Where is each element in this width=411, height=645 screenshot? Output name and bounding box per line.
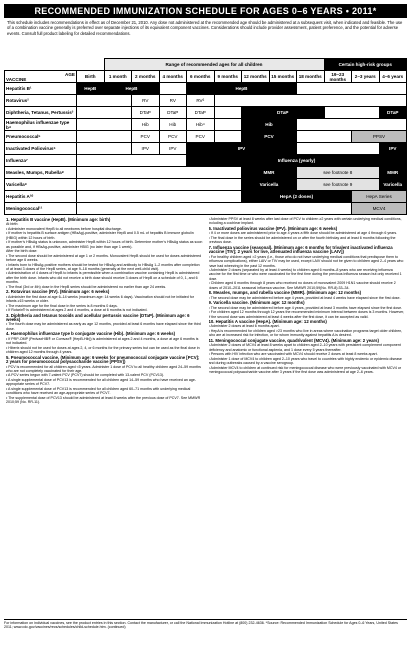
footnote-text: After the birth dose: <box>6 249 38 254</box>
footnote-text: • For children aged 12 months through 12 years the recommended minimum interval between doses is 3 months. However, if the second dose was administered at least 4 weeks after the first dose, it can be accepted as valid. <box>208 310 405 319</box>
empty-cell <box>77 143 132 155</box>
footnote-text: • The second dose may be administered before age 4 years, provided at least 3 months have elapsed since the first dose. <box>208 305 403 310</box>
age-header-cell: Birth <box>77 71 105 83</box>
dose-cell: PPSV <box>352 131 407 143</box>
footnote-text: • Administer PPSV at least 8 weeks after last dose of PCV to children ≥2 years with certain underlying medical conditions, including a cochlear implant. <box>208 217 402 226</box>
vaccine-label: VACCINE <box>6 76 27 82</box>
age-header-cell: 12 months <box>242 71 270 83</box>
dose-cell: RV <box>132 95 160 107</box>
empty-cell <box>77 179 242 191</box>
vaccine-row <box>5 83 407 95</box>
age-header-cell: 1 month <box>104 71 132 83</box>
vaccine-row <box>5 119 407 131</box>
dose-cell: IPV <box>379 143 407 155</box>
range-header-row <box>5 59 407 71</box>
footnotes-left-column <box>6 217 203 645</box>
dose-cell: PCV <box>159 131 187 143</box>
footnote-heading: 5. Pneumococcal vaccine. (Minimum age: 6 weeks for pneumococcal conjugate vaccine [PCV]; 2 years for pneumococcal polysaccharide vaccine [PPSV]) <box>6 354 200 365</box>
age-header-cell: 2 months <box>132 71 160 83</box>
footnote-text: • Hiberix should not be used for doses at ages 2, 4, or 6 months for the primary series but can be used as the final dose in children aged 12 months through 4 years. <box>6 345 200 355</box>
footnotes-right-column <box>209 217 406 645</box>
footnote-heading: 1. Hepatitis B vaccine (HepB). (Minimum age: birth) <box>6 217 111 222</box>
vaccine-name: Measles, Mumps, Rubella⁸ <box>5 167 77 179</box>
vaccine-name: Hepatitis B¹ <box>5 83 77 95</box>
footnote-text: • The fourth dose may be administered as early as age 12 months, provided at least 6 months have elapsed since the third dose. <box>6 322 201 331</box>
footnote-text: At birth: <box>6 222 19 227</box>
footnote-text: • Administer 2 doses of MCV4 at least 8 weeks apart to children aged 2–10 years with persistent complement component deficiency and anatomic or functional asplenia, and 1 dose every 5 years thereafter. <box>208 343 401 352</box>
vaccine-name: Pneumococcal⁵ <box>5 131 77 143</box>
footnote-text: • If 4 or more doses are administered prior to age 4 years a fifth dose should be administered at age 4 through 6 years. <box>208 231 398 236</box>
footnote-text: • Administer 1 dose of MCV4 to children aged 2–10 years who travel to countries with highly endemic or epidemic disease and during outbreaks caused by a vaccine serogroup. <box>208 356 402 366</box>
footnote-text: • The maximum age for the final dose in the series is 8 months 0 days. <box>6 303 118 308</box>
footnote-heading: 6. Inactivated poliovirus vaccine (IPV). (Minimum age: 6 weeks) <box>208 225 338 231</box>
dose-cell: Hib⁴ <box>187 119 215 131</box>
footnote-text: • If mother is hepatitis B surface antigen (HBsAg)-positive, administer HepB and 0.5 mL of hepatitis B immune globulin (HBIG) within 12 hours of birth. <box>6 231 194 240</box>
vaccine-row <box>5 155 407 167</box>
age-header-cell: 15 months <box>269 71 297 83</box>
dose-cell: IPV <box>187 143 297 155</box>
empty-cell <box>297 131 352 143</box>
dose-cell: DTaP <box>187 107 215 119</box>
footnote-text: • Persons with HIV infection who are vaccinated with MCV4 should receive 2 doses at least 8 weeks apart. <box>208 352 378 357</box>
age-header-cell: 2–3 years <box>352 71 380 83</box>
footnote-text: • A single supplemental dose of PCV13 is recommended for all children aged 60–71 months with underlying medical conditions who have received an age-appropriate series of PCV7. <box>6 386 191 396</box>
dose-cell: Hib <box>132 119 160 131</box>
footnote-text: • The final (3rd or 4th) dose in the HepB series should be administered no earlier than age 24 weeks. <box>6 284 167 289</box>
footnote-text: • Administer the first dose at age 6–14 weeks (maximum age: 14 weeks 6 days). Vaccination should not be initiated for infants ≥15 weeks or older. <box>6 294 194 304</box>
age-header-cell: 18 months <box>297 71 325 83</box>
vaccine-name: Inactivated Poliovirus⁶ <box>5 143 77 155</box>
footnote-text: • Children aged 6 months through 8 years who received no doses of monovalent 2009 H1N1 vaccine should receive 2 doses of 2010–2011 seasonal influenza vaccine. See MMWR 2010;59(No. RR-8):33–34. <box>208 281 396 290</box>
empty-cell <box>77 191 242 203</box>
empty-cell <box>77 95 132 107</box>
vaccine-name: Diphtheria, Tetanus, Pertussis³ <box>5 107 77 119</box>
footnotes <box>4 215 407 645</box>
dose-cell: see footnote 9 <box>297 179 380 191</box>
age-header-row <box>5 71 407 83</box>
footnote-heading: 3. Diphtheria and tetanus toxoids and acellular pertussis vaccine (DTaP). (Minimum age: 6 weeks) <box>6 312 190 322</box>
vaccine-row <box>5 95 407 107</box>
schedule-table <box>4 58 407 215</box>
vaccine-name: Varicella⁹ <box>5 179 77 191</box>
dose-cell: Hib <box>159 119 187 131</box>
vaccine-name: Haemophilus influenzae type b⁴ <box>5 119 77 131</box>
vaccine-row <box>5 107 407 119</box>
vaccine-age-header <box>5 71 77 83</box>
range-all-label: Range of recommended ages for all children <box>104 59 324 71</box>
footnote-text: • Administer 2 doses (separated by at least 4 weeks) to children aged 6 months–8 years who are receiving influenza vaccine for the first time or who were vaccinated for the first time during the previous influenza season but only received 1 dose. <box>208 267 402 281</box>
dose-cell: Influenza (yearly) <box>187 155 407 167</box>
footnote-text: • For healthy children aged >2 years (i.e., those who do not have underlying medical conditions that predispose them to influenza complications), either LAIV or TIV may be used, except LAIV should not be given to children aged 2–4 years who have had wheezing in the past 12 months. <box>208 254 404 268</box>
vaccine-row <box>5 131 407 143</box>
dose-cell: HepB <box>104 83 159 95</box>
footnote-text: • Administer monovalent HepB to all newborns before hospital discharge. <box>6 226 122 231</box>
footnote-text: • Administration of 4 doses of HepB to infants is permissible when a combination vaccine containing HepB is administered after the birth dose. Infants who did not receive a birth dose should receive 3 doses of HepB on a schedule of 0, 1, and 6 months. <box>6 271 200 285</box>
empty-cell <box>214 131 242 143</box>
schedule-body <box>5 83 407 215</box>
footnote-text: • The second dose should be administered at age 1 or 2 months. Monovalent HepB should be used for doses administered before age 6 weeks. <box>6 253 202 263</box>
dose-cell: HepB <box>187 83 297 95</box>
vaccine-row <box>5 167 407 179</box>
dose-cell: MMR <box>379 167 407 179</box>
footnote-heading: 11. Meningococcal conjugate vaccine, quadrivalent (MCV4). (Minimum age: 2 years) <box>208 337 379 343</box>
age-label: AGE <box>65 71 75 77</box>
age-header-cell: 9 months <box>214 71 242 83</box>
empty-cell <box>77 167 242 179</box>
empty-cell <box>77 107 132 119</box>
empty-cell <box>77 203 352 215</box>
dose-cell: PCV <box>187 131 215 143</box>
footnote-text: • Infants born to HBsAg-positive mothers should be tested for HBsAg and antibody to HBsAg 1–2 months after completion of at least 3 doses of the HepB series, at age 9–18 months (generally at the next well-child visit). <box>6 262 200 271</box>
age-header-cell: 4 months <box>159 71 187 83</box>
vaccine-name: Meningococcal¹¹ <box>5 203 77 215</box>
empty-cell <box>297 143 380 155</box>
footer-note: For information on individual vaccines, see the product entries in this section. Contact the manufacturer, or call the National Immunization Hotline at (800) 232-4636. *Source: Recommended Immunization Schedule for Ages 0–6 Years, United States 2011; www.cdc.gov/vaccines/recs/schedules/child-schedule.htm. (continued) <box>4 619 407 631</box>
footnote-heading: 7. Influenza vaccine (seasonal). (Minimum age: 6 months for trivalent inactivated influenza vaccine [TIV]; 2 years for live, attenuated influenza vaccine [LAIV]) <box>208 244 393 255</box>
vaccine-name: Rotavirus² <box>5 95 77 107</box>
dose-cell: PCV <box>242 131 297 143</box>
intro-paragraph: This schedule includes recommendations in effect as of December 21, 2010. Any dose not administered at the recommended age should be administered at a subsequent visit, when indicated and feasible. The use of a combination vaccine generally is preferred over separate injections of its equivalent component vaccines. Considerations should include provider assessment, patient preference, and the potential for adverse events. Consult full product labeling for detailed recommendations. <box>7 20 403 36</box>
dose-cell: IPV <box>159 143 187 155</box>
dose-cell: DTaP <box>379 107 407 119</box>
dose-cell: Varicella <box>242 179 297 191</box>
empty-cell <box>77 131 132 143</box>
vaccine-row <box>5 143 407 155</box>
empty-cell <box>214 119 242 131</box>
dose-cell: RV² <box>187 95 215 107</box>
age-header-cell: 6 months <box>187 71 215 83</box>
empty-cell <box>214 107 242 119</box>
empty-cell <box>77 119 132 131</box>
dose-cell: see footnote 8 <box>297 167 380 179</box>
empty-cell <box>214 95 407 107</box>
vaccine-name: Influenza⁷ <box>5 155 77 167</box>
empty-cell <box>324 107 379 119</box>
footnote-text: • The second dose may be administered before age 4 years, provided at least 4 weeks have elapsed since the first dose. <box>208 295 401 300</box>
footnote-text: • Administer MCV4 to children at continued risk for meningococcal disease who were previously vaccinated with MCV4 or meningococcal polysaccharide vaccine after 3 years if the first dose was administered at age 2–6 years. <box>208 365 402 374</box>
footnote-text: • Administer 2 doses at least 6 months apart. <box>208 324 280 329</box>
dose-cell: RV <box>159 95 187 107</box>
age-header-cell: 4–6 years <box>379 71 407 83</box>
footnote-text: • The supplemental dose of PCV13 should be administered at least 8 weeks after the previous dose of PCV7. See MMWR 2010;59 (No. RR-11). <box>6 395 201 405</box>
dose-cell: HepA Series <box>352 191 407 203</box>
footnote-text: • If Rotarix® is administered at ages 2 and 4 months, a dose at 6 months is not indicated. <box>6 308 148 313</box>
footnote-heading: 4. Haemophilus influenzae type b conjugate vaccine (Hib). (Minimum age: 6 weeks) <box>6 331 176 337</box>
vaccine-name: Hepatitis A¹⁰ <box>5 191 77 203</box>
empty-cell <box>297 83 407 95</box>
footnote-text: • A PCV series begun with 7-valent PCV (PCV7) should be completed with 13-valent PCV (PCV13). <box>6 373 165 378</box>
footnote-heading: 2. Rotavirus vaccine (RV). (Minimum age: 6 weeks) <box>6 289 110 295</box>
footnote-heading: 10. Hepatitis A vaccine (HepA). (Minimum age: 12 months) <box>208 318 327 324</box>
empty-cell <box>159 83 187 95</box>
empty-cell <box>77 155 187 167</box>
dose-cell: DTaP <box>132 107 160 119</box>
dose-cell: HepA (2 doses) <box>242 191 352 203</box>
vaccine-row <box>5 179 407 191</box>
dose-cell: Varicella <box>379 179 407 191</box>
footnote-text: • A single supplemental dose of PCV13 is recommended for all children aged 14–59 months who have received an age-appropriate series of PCV7. <box>6 377 197 387</box>
dose-cell: MCV4 <box>352 203 407 215</box>
vaccine-row <box>5 191 407 203</box>
schedule-page <box>4 4 407 631</box>
footnote-text: • If mother’s HBsAg status is unknown, administer HepB within 12 hours of birth. Determine mother’s HBsAg status as soon as possible and, if HBsAg-positive, administer HBIG (no later than age 1 week). <box>6 240 203 249</box>
footnote-text: • The final dose in the series should be administered on or after the fourth birthday and at least 6 months following the previous dose. <box>208 235 396 245</box>
footnote-heading: 9. Varicella vaccine. (Minimum age: 12 months) <box>208 300 305 306</box>
vaccine-row <box>5 203 407 215</box>
dose-cell: IPV <box>132 143 160 155</box>
dose-cell: DTaP <box>242 107 325 119</box>
empty-cell <box>297 119 407 131</box>
footnote-text: • PCV is recommended for all children aged <5 years. Administer 1 dose of PCV to all healthy children aged 24–59 months who are not completely vaccinated for their age. <box>6 364 201 373</box>
age-header-cell: 19–23 months <box>324 71 352 83</box>
range-high-label: Certain high-risk groups <box>324 59 407 71</box>
footnote-heading: 8. Measles, mumps, and rubella vaccine (MMR). (Minimum age: 12 months) <box>208 290 362 296</box>
dose-cell: Hib <box>242 119 297 131</box>
dose-cell: HepB <box>77 83 105 95</box>
page-title: RECOMMENDED IMMUNIZATION SCHEDULE FOR AGES 0–6 YEARS • 2011* <box>4 4 407 18</box>
footnote-text: • HepA is recommended for children aged >23 months who live in areas where vaccination programs target older children, who are at increased risk for infection, or for whom immunity against hepatitis A is desired. <box>208 328 403 338</box>
dose-cell: MMR <box>242 167 297 179</box>
dose-cell: DTaP <box>159 107 187 119</box>
dose-cell: PCV <box>132 131 160 143</box>
footnote-text: • If PRP-OMP (PedvaxHIB® or Comvax® [HepB-Hib]) is administered at ages 2 and 4 months, a dose at age 6 months is not indicated. <box>6 336 199 346</box>
